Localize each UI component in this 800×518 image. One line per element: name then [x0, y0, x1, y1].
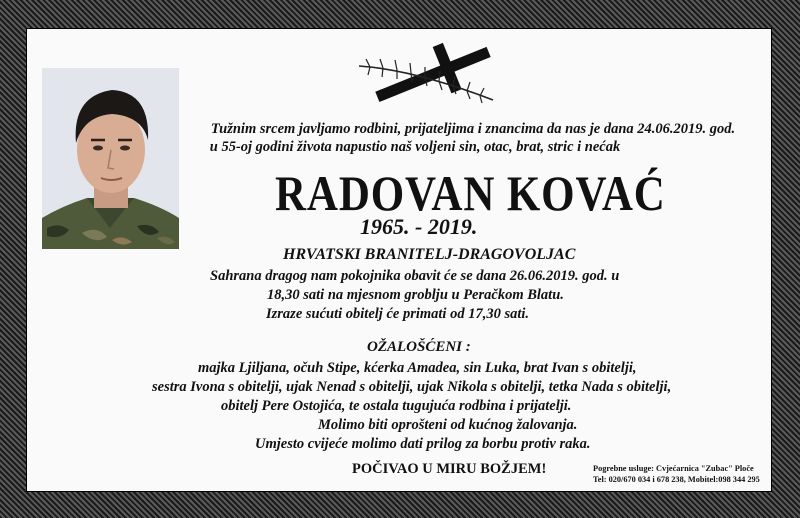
closing-line: POČIVAO U MIRU BOŽJEM!	[352, 461, 547, 477]
funeral-home-info	[593, 463, 771, 485]
mourners-line-3: obitelj Pere Ostojića, te ostala tugujuća rodbina i prijatelji.	[221, 398, 572, 414]
deceased-years: 1965. - 2019.	[360, 214, 478, 239]
funeral-home-line-2: Tel: 020/670 034 i 678 238, Mobitel:098 344 295	[593, 475, 760, 484]
mourners-line-4: Molimo biti oprošteni od kućnog žalovanja.	[318, 417, 578, 433]
portrait-photo	[42, 68, 179, 249]
mourners-line-1: majka Ljiljana, očuh Stipe, kćerka Amadea, sin Luka, brat Ivan s obitelji,	[198, 360, 637, 376]
mourners-heading: OŽALOŠĆENI :	[367, 339, 471, 355]
intro-line-1: Tužnim srcem javljamo rodbini, prijateljima i znancima da nas je dana 24.06.2019. god.	[210, 121, 736, 137]
deceased-rank: HRVATSKI BRANITELJ-DRAGOVOLJAC	[283, 246, 576, 263]
funeral-line-3: Izraze sućuti obitelj će primati od 17,30 sati.	[266, 306, 530, 322]
intro-line-2: u 55-oj godini života napustio naš voljeni sin, otac, brat, stric i nećak	[209, 139, 621, 155]
funeral-line-2: 18,30 sati na mjesnom groblju u Peračkom Blatu.	[267, 287, 564, 303]
funeral-line-1: Sahrana dragog nam pokojnika obavit će se dana 26.06.2019. god. u	[210, 268, 620, 284]
mourners-line-5: Umjesto cvijeće molimo dati prilog za borbu protiv raka.	[255, 436, 591, 452]
mourners-line-2: sestra Ivona s obitelji, ujak Nenad s obitelji, ujak Nikola s obitelji, tetka Nada s obitelji,	[152, 379, 672, 395]
cross-with-palm-icon	[355, 42, 495, 110]
funeral-home-line-1: Pogrebne usluge: Cvjećarnica "Zubac" Ploče	[593, 464, 754, 473]
deceased-name: RADOVAN KOVAĆ	[275, 165, 666, 221]
